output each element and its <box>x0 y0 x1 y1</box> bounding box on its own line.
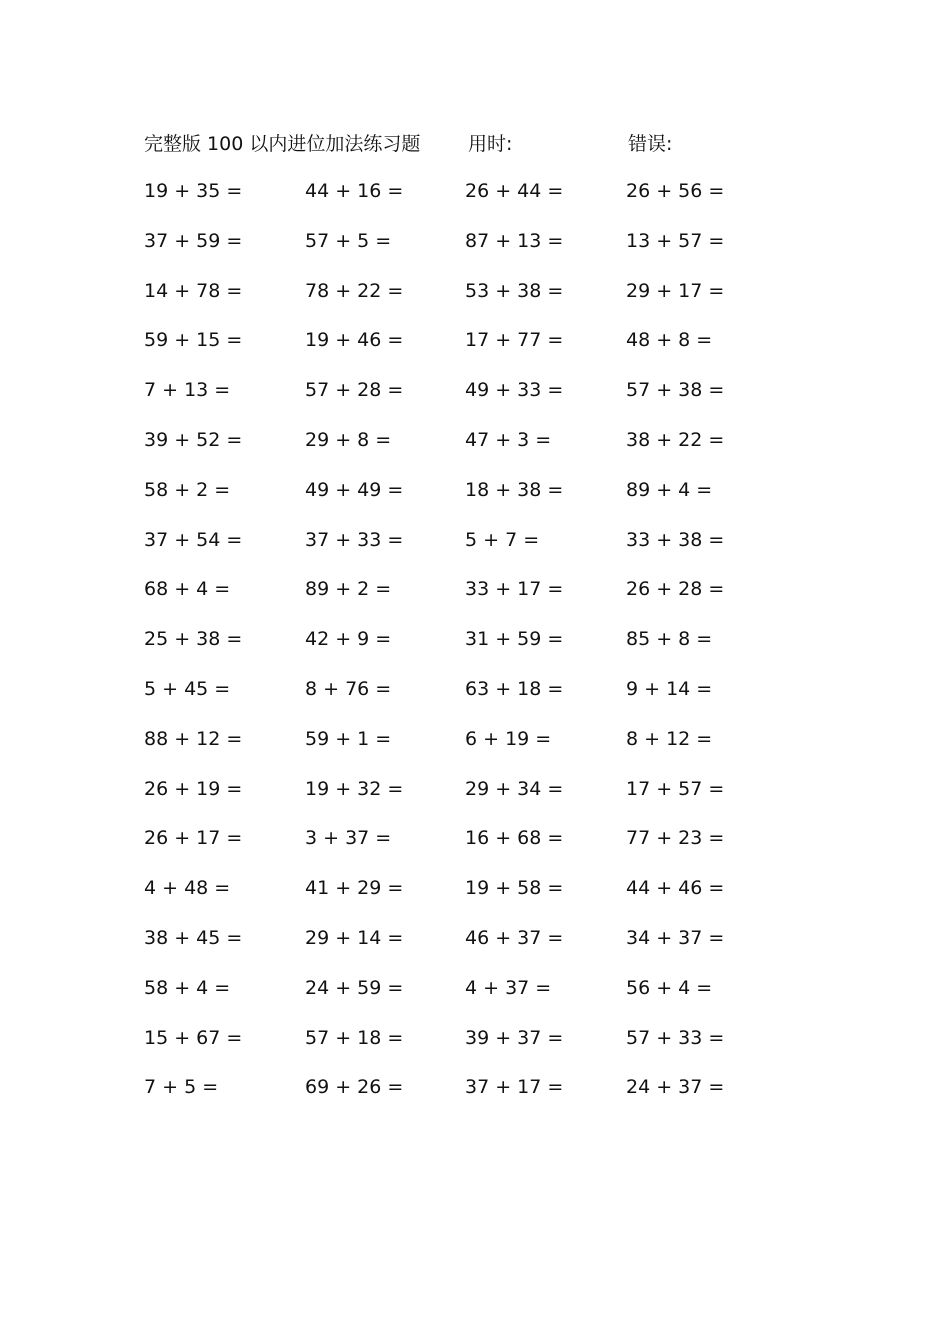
math-problem: 34 + 37 = <box>626 927 725 949</box>
time-label: 用时: <box>468 133 513 155</box>
math-problem: 4 + 48 = <box>144 877 231 899</box>
math-problem: 47 + 3 = <box>465 429 552 451</box>
math-problem: 89 + 2 = <box>305 578 392 600</box>
math-problem: 57 + 5 = <box>305 230 392 252</box>
math-problem: 29 + 34 = <box>465 778 564 800</box>
math-problem: 57 + 33 = <box>626 1027 725 1049</box>
math-problem: 37 + 59 = <box>144 230 243 252</box>
math-problem: 63 + 18 = <box>465 678 564 700</box>
math-problem: 4 + 37 = <box>465 977 552 999</box>
math-problem: 19 + 35 = <box>144 180 243 202</box>
math-problem: 5 + 45 = <box>144 678 231 700</box>
math-problem: 88 + 12 = <box>144 728 243 750</box>
math-problem: 24 + 37 = <box>626 1076 725 1098</box>
math-problem: 15 + 67 = <box>144 1027 243 1049</box>
math-problem: 37 + 17 = <box>465 1076 564 1098</box>
math-problem: 89 + 4 = <box>626 479 713 501</box>
math-problem: 56 + 4 = <box>626 977 713 999</box>
math-problem: 17 + 77 = <box>465 329 564 351</box>
worksheet-title: 完整版 100 以内进位加法练习题 <box>144 133 421 155</box>
math-problem: 13 + 57 = <box>626 230 725 252</box>
math-problem: 24 + 59 = <box>305 977 404 999</box>
math-problem: 16 + 68 = <box>465 827 564 849</box>
math-problem: 41 + 29 = <box>305 877 404 899</box>
math-problem: 46 + 37 = <box>465 927 564 949</box>
math-problem: 19 + 46 = <box>305 329 404 351</box>
math-problem: 49 + 49 = <box>305 479 404 501</box>
math-problem: 49 + 33 = <box>465 379 564 401</box>
math-problem: 26 + 28 = <box>626 578 725 600</box>
math-problem: 59 + 15 = <box>144 329 243 351</box>
math-problem: 58 + 4 = <box>144 977 231 999</box>
math-problem: 48 + 8 = <box>626 329 713 351</box>
math-problem: 38 + 45 = <box>144 927 243 949</box>
math-problem: 33 + 17 = <box>465 578 564 600</box>
math-problem: 57 + 18 = <box>305 1027 404 1049</box>
math-problem: 37 + 54 = <box>144 529 243 551</box>
math-problem: 7 + 13 = <box>144 379 231 401</box>
math-problem: 57 + 28 = <box>305 379 404 401</box>
math-problem: 3 + 37 = <box>305 827 392 849</box>
math-problem: 68 + 4 = <box>144 578 231 600</box>
math-problem: 31 + 59 = <box>465 628 564 650</box>
math-problem: 6 + 19 = <box>465 728 552 750</box>
math-problem: 25 + 38 = <box>144 628 243 650</box>
math-problem: 58 + 2 = <box>144 479 231 501</box>
math-problem: 8 + 76 = <box>305 678 392 700</box>
math-problem: 59 + 1 = <box>305 728 392 750</box>
math-problem: 39 + 37 = <box>465 1027 564 1049</box>
math-problem: 5 + 7 = <box>465 529 540 551</box>
math-problem: 33 + 38 = <box>626 529 725 551</box>
math-problem: 38 + 22 = <box>626 429 725 451</box>
math-problem: 85 + 8 = <box>626 628 713 650</box>
math-problem: 42 + 9 = <box>305 628 392 650</box>
math-problem: 87 + 13 = <box>465 230 564 252</box>
math-problem: 8 + 12 = <box>626 728 713 750</box>
math-problem: 37 + 33 = <box>305 529 404 551</box>
math-problem: 26 + 17 = <box>144 827 243 849</box>
math-problem: 18 + 38 = <box>465 479 564 501</box>
math-problem: 57 + 38 = <box>626 379 725 401</box>
math-problem: 26 + 19 = <box>144 778 243 800</box>
math-problem: 9 + 14 = <box>626 678 713 700</box>
math-problem: 26 + 44 = <box>465 180 564 202</box>
error-label: 错误: <box>628 133 673 155</box>
math-problem: 44 + 16 = <box>305 180 404 202</box>
math-problem: 17 + 57 = <box>626 778 725 800</box>
math-problem: 26 + 56 = <box>626 180 725 202</box>
math-problem: 53 + 38 = <box>465 280 564 302</box>
math-problem: 69 + 26 = <box>305 1076 404 1098</box>
math-problem: 78 + 22 = <box>305 280 404 302</box>
math-problem: 39 + 52 = <box>144 429 243 451</box>
math-problem: 19 + 58 = <box>465 877 564 899</box>
math-problem: 29 + 17 = <box>626 280 725 302</box>
math-problem: 77 + 23 = <box>626 827 725 849</box>
math-problem: 19 + 32 = <box>305 778 404 800</box>
math-problem: 29 + 14 = <box>305 927 404 949</box>
math-problem: 14 + 78 = <box>144 280 243 302</box>
math-problem: 44 + 46 = <box>626 877 725 899</box>
math-problem: 7 + 5 = <box>144 1076 219 1098</box>
math-problem: 29 + 8 = <box>305 429 392 451</box>
